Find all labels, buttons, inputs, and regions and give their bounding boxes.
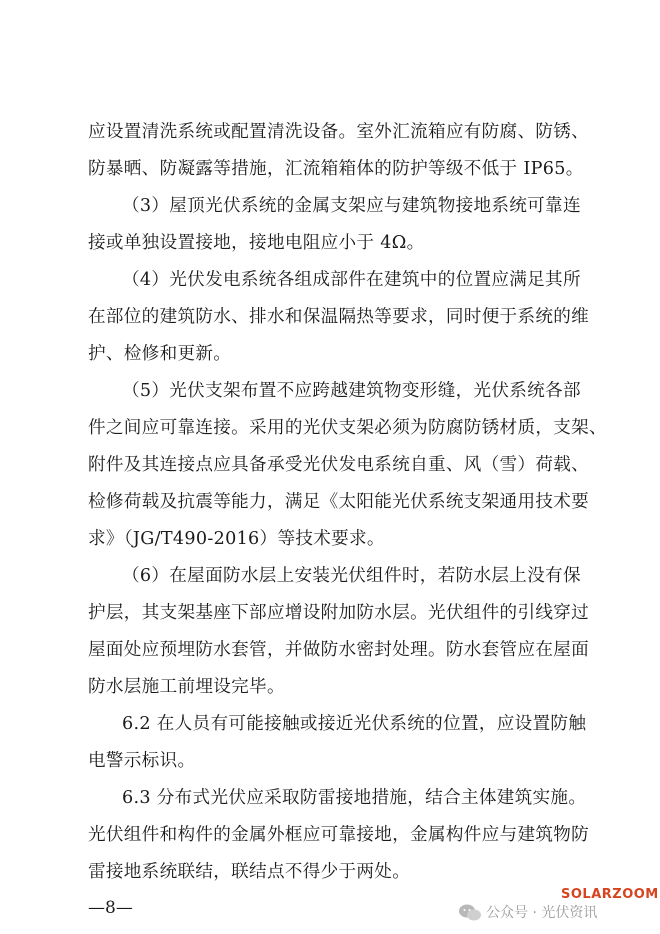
text-line: 6.3 分布式光伏应采取防雷接地措施，结合主体建筑实施。 (122, 788, 587, 808)
text-line: （6）在屋面防水层上安装光伏组件时，若防水层上没有保 (122, 566, 581, 586)
text-line: 光伏组件和构件的金属外框应可靠接地，金属构件应与建筑物防 (88, 825, 590, 845)
text-line: 应设置清洗系统或配置清洗设备。室外汇流箱应有防腐、防锈、 (88, 122, 590, 142)
text-line: 屋面处应预埋防水套管，并做防水密封处理。防水套管应在屋面 (88, 640, 590, 660)
text-line: 检修荷载及抗震等能力，满足《太阳能光伏系统支架通用技术要 (88, 492, 590, 512)
text-line: 在部位的建筑防水、排水和保温隔热等要求，同时便于系统的维 (88, 307, 590, 327)
text-line: 件之间应可靠连接。采用的光伏支架必须为防腐防锈材质，支架、 (88, 418, 607, 438)
account-name: 公众号 · 光伏资讯 (486, 905, 598, 921)
wechat-icon (458, 903, 482, 923)
text-line: 护、检修和更新。 (88, 344, 232, 364)
text-line: 电警示标识。 (88, 751, 196, 771)
text-line: 防水层施工前埋设完毕。 (88, 677, 285, 697)
text-line: 附件及其连接点应具备承受光伏发电系统自重、风（雪）荷载、 (88, 455, 590, 475)
text-line: 雷接地系统联结，联结点不得少于两处。 (88, 862, 411, 882)
text-line: （4）光伏发电系统各组成部件在建筑中的位置应满足其所 (122, 270, 581, 290)
text-line: 6.2 在人员有可能接触或接近光伏系统的位置，应设置防触 (122, 714, 587, 734)
page-number: —8— (88, 898, 133, 918)
text-line: 防暴晒、防凝露等措施，汇流箱箱体的防护等级不低于 IP65。 (88, 159, 584, 179)
text-line: 求》（JG/T490-2016）等技术要求。 (88, 529, 385, 549)
brand-logo: SOLARZOOM (561, 887, 659, 902)
text-line: 护层，其支架基座下部应增设附加防水层。光伏组件的引线穿过 (88, 603, 590, 623)
text-line: （3）屋顶光伏系统的金属支架应与建筑物接地系统可靠连 (122, 196, 581, 216)
watermark (458, 887, 658, 927)
text-line: （5）光伏支架布置不应跨越建筑物变形缝，光伏系统各部 (122, 381, 581, 401)
text-line: 接或单独设置接地，接地电阻应小于 4Ω。 (88, 233, 425, 253)
